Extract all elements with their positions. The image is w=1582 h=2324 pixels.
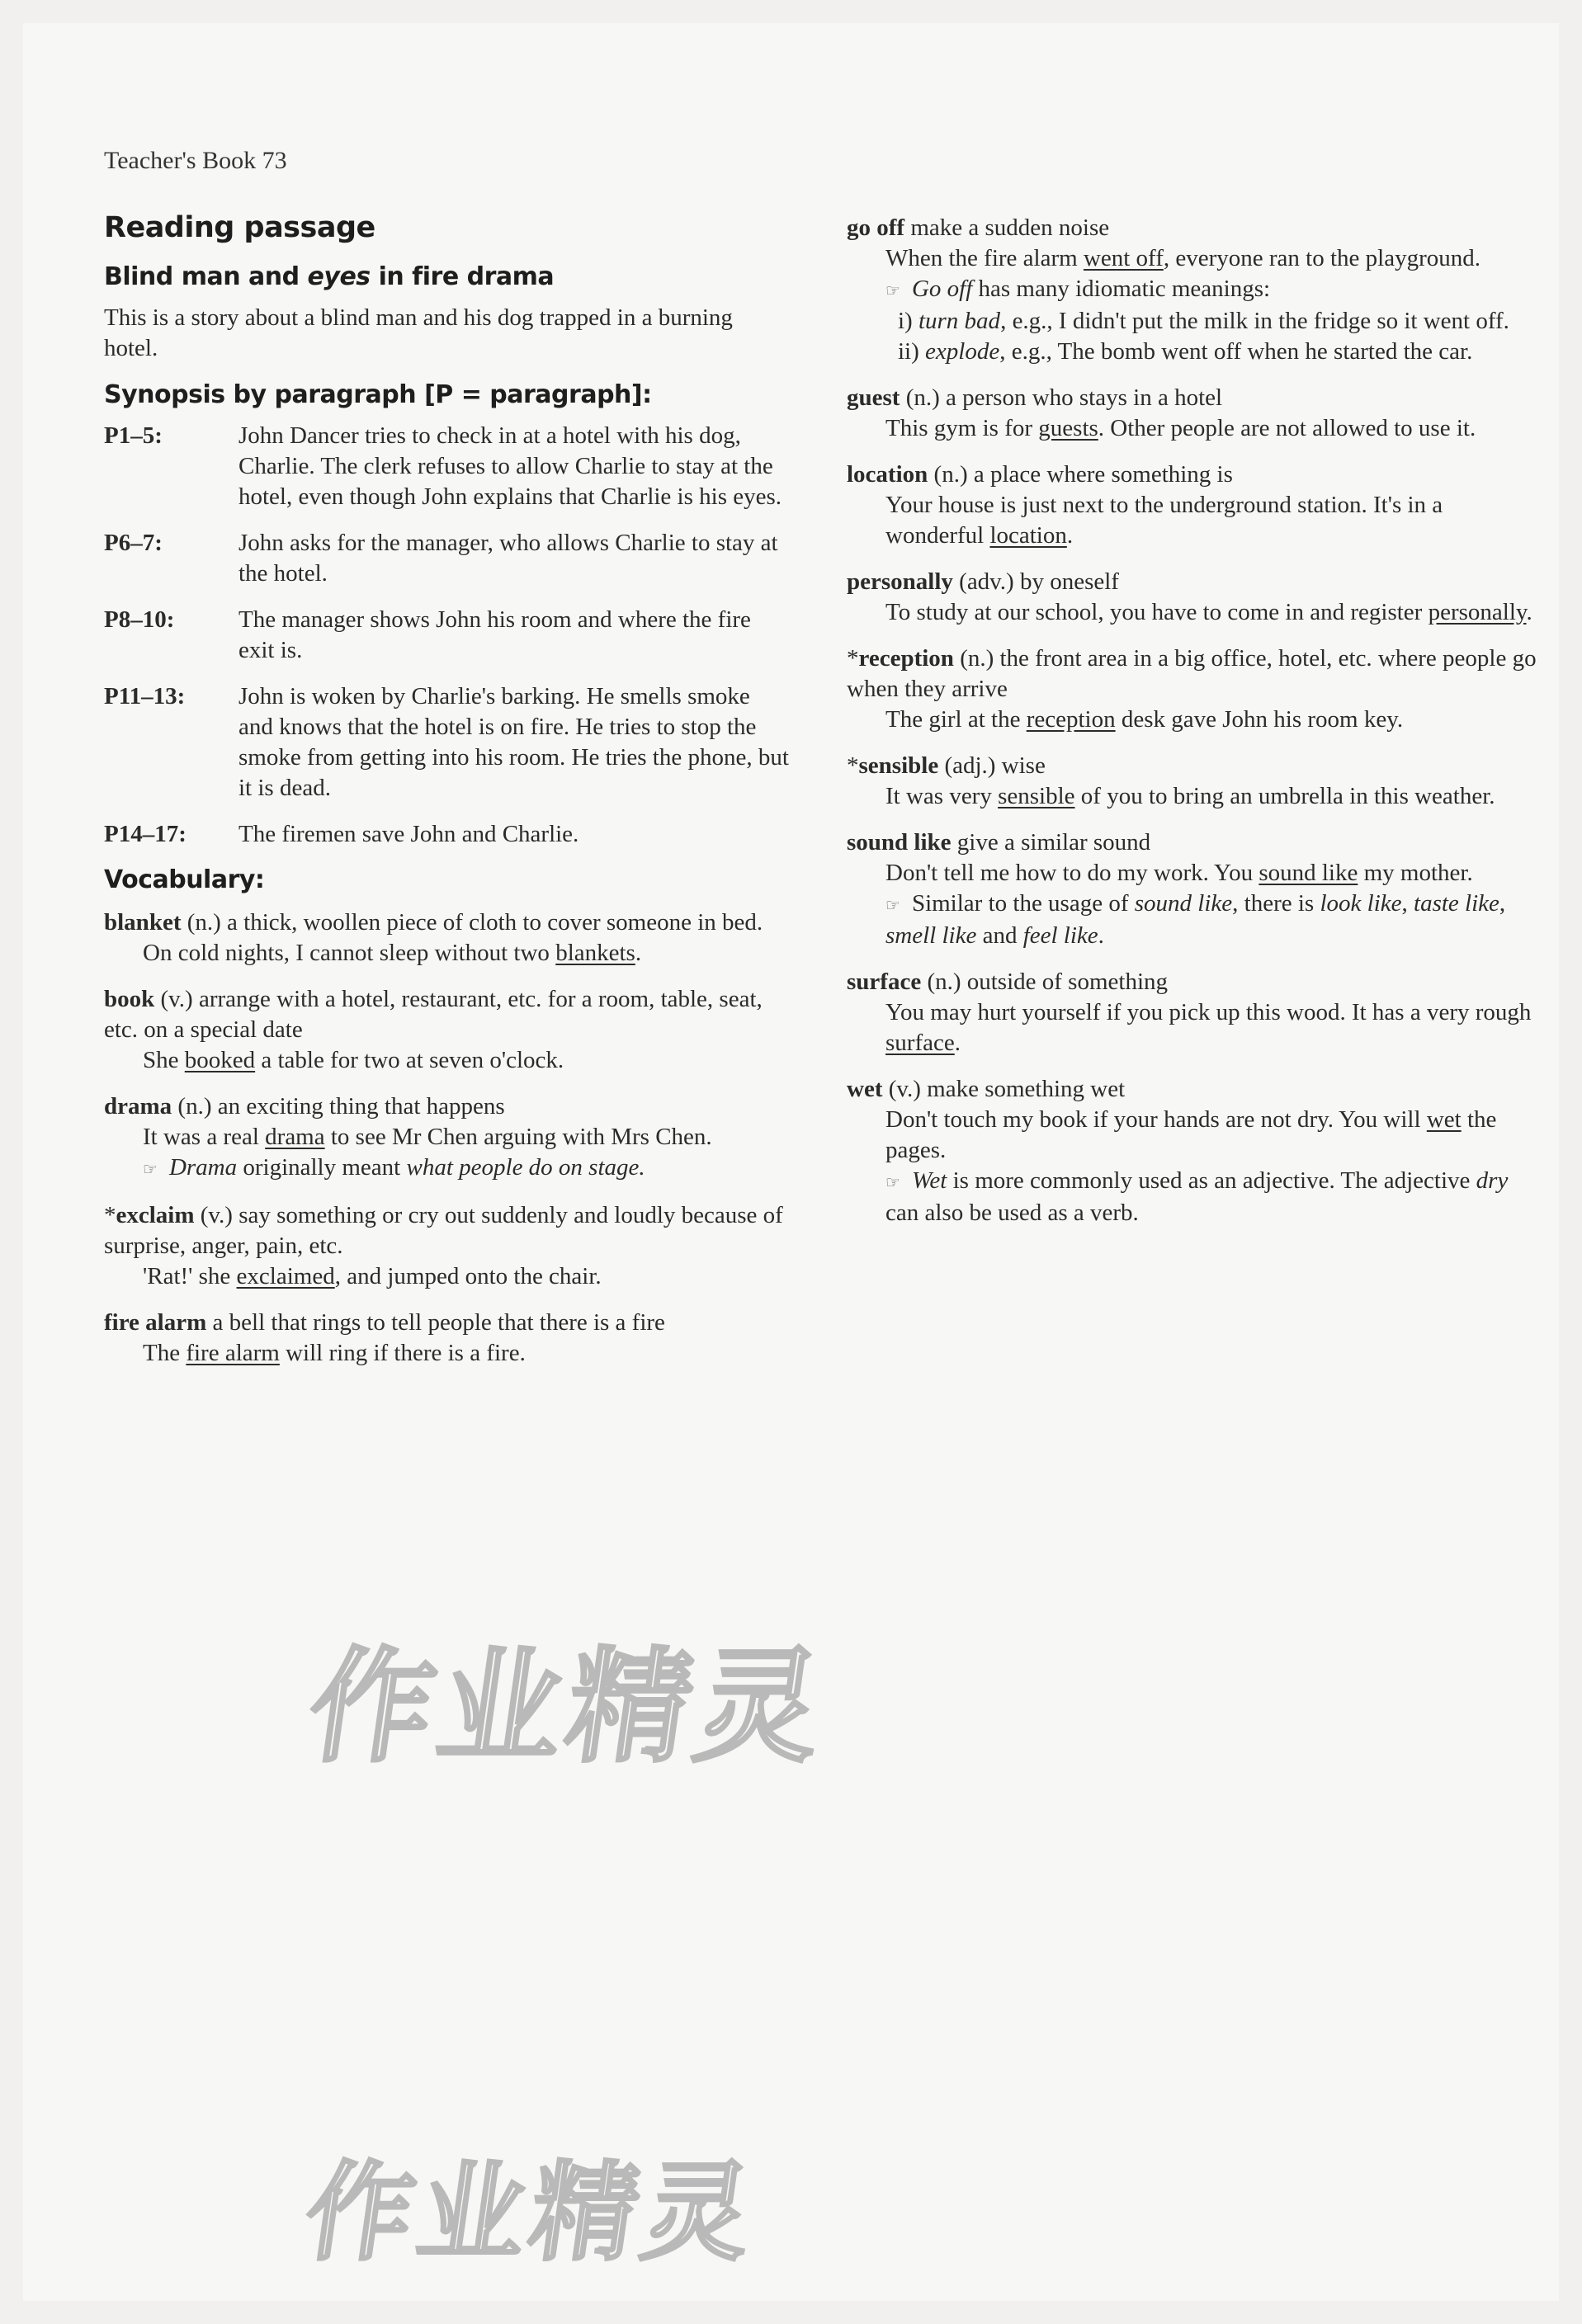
pointing-hand-icon: ☞ (885, 1172, 900, 1192)
left-column (104, 211, 789, 1384)
vocab-entry-wet: wet (v.) make something wet Don't touch my book if your hands are not dry. You will wet the pages. ☞ Wet is more commonly used as an adjective. The adjective dry can also be used as a verb. (847, 1076, 1509, 1226)
vocab-entry-location: location (n.) a place where something is Your house is just next to the underground station. It's in a wonderful location. (847, 461, 1443, 549)
story-title: Blind man and eyes in fire drama (104, 262, 555, 291)
vocab-entry-blanket: blanket (n.) a thick, woollen piece of cloth to cover someone in bed. On cold nights, I cannot sleep without two blankets. (104, 909, 763, 966)
synopsis-title: Synopsis by paragraph [P = paragraph]: (104, 380, 652, 409)
vocab-entry-surface: surface (n.) outside of something You may hurt yourself if you pick up this wood. It has a very rough surface. (847, 969, 1532, 1056)
synopsis-row: P11–13: John is woken by Charlie's barking. He smells smoke and knows that the hotel is on fire. He tries to stop the smoke from getting into his room. He tries the phone, but it is dead. (104, 683, 789, 801)
vocab-entry-sensible: *sensible (adj.) wise It was very sensible of you to bring an umbrella in this weather. (847, 752, 1495, 809)
vocab-entry-exclaim: *exclaim (v.) say something or cry out suddenly and loudly because of surprise, anger, pain, etc. 'Rat!' she exclaimed, and jumped onto the chair. (104, 1202, 783, 1289)
page (23, 23, 1559, 2301)
vocab-entry-go-off: go off make a sudden noise When the fire alarm went off, everyone ran to the playground. ☞ Go off has many idiomatic meanings: i) turn bad, e.g., I didn't put the milk in the fridge so it went off. ii) explode, e.g., The bomb went off when he started the car. (847, 214, 1509, 365)
pointing-hand-icon: ☞ (885, 280, 900, 300)
pointing-hand-icon: ☞ (143, 1159, 158, 1179)
right-column (847, 213, 1540, 1244)
vocab-entry-reception: *reception (n.) the front area in a big office, hotel, etc. where people go when they arrive The girl at the reception desk gave John his room key. (847, 645, 1537, 733)
watermark: 作业精灵 (297, 2150, 765, 2275)
synopsis-row: P1–5: John Dancer tries to check in at a hotel with his dog, Charlie. The clerk refuses to allow Charlie to stay at the hotel, even though John explains that Charlie is his eyes. (104, 422, 782, 510)
pointing-hand-icon: ☞ (885, 895, 900, 915)
vocab-entry-personally: personally (adv.) by oneself To study at our school, you have to come in and register personally. (847, 568, 1532, 625)
vocab-entry-drama: drama (n.) an exciting thing that happens It was a real drama to see Mr Chen arguing with Mrs Chen. ☞ Drama originally meant what people do on stage. (104, 1093, 712, 1181)
synopsis-row: P14–17: The firemen save John and Charlie. (104, 821, 579, 847)
vocab-entry-guest: guest (n.) a person who stays in a hotel This gym is for guests. Other people are not allowed to use it. (847, 384, 1476, 441)
vocab-entry-book: book (v.) arrange with a hotel, restaurant, etc. for a room, table, seat, etc. on a special date She booked a table for two at seven o'clock. (104, 986, 763, 1073)
watermark: 作业精灵 (300, 1636, 836, 1780)
page-header: Teacher's Book 73 (104, 147, 287, 174)
story-intro: This is a story about a blind man and his dog trapped in a burning hotel. (104, 304, 733, 361)
vocabulary-title: Vocabulary: (104, 865, 265, 894)
section-title: Reading passage (104, 211, 375, 244)
vocab-entry-sound-like: sound like give a similar sound Don't tell me how to do my work. You sound like my mother. ☞ Similar to the usage of sound like, there is look like, taste like, smell like and feel like. (847, 829, 1506, 949)
vocab-entry-fire-alarm: fire alarm a bell that rings to tell people that there is a fire The fire alarm will ring if there is a fire. (104, 1309, 665, 1366)
synopsis-row: P8–10: The manager shows John his room and where the fire exit is. (104, 606, 751, 663)
synopsis-row: P6–7: John asks for the manager, who allows Charlie to stay at the hotel. (104, 530, 778, 587)
